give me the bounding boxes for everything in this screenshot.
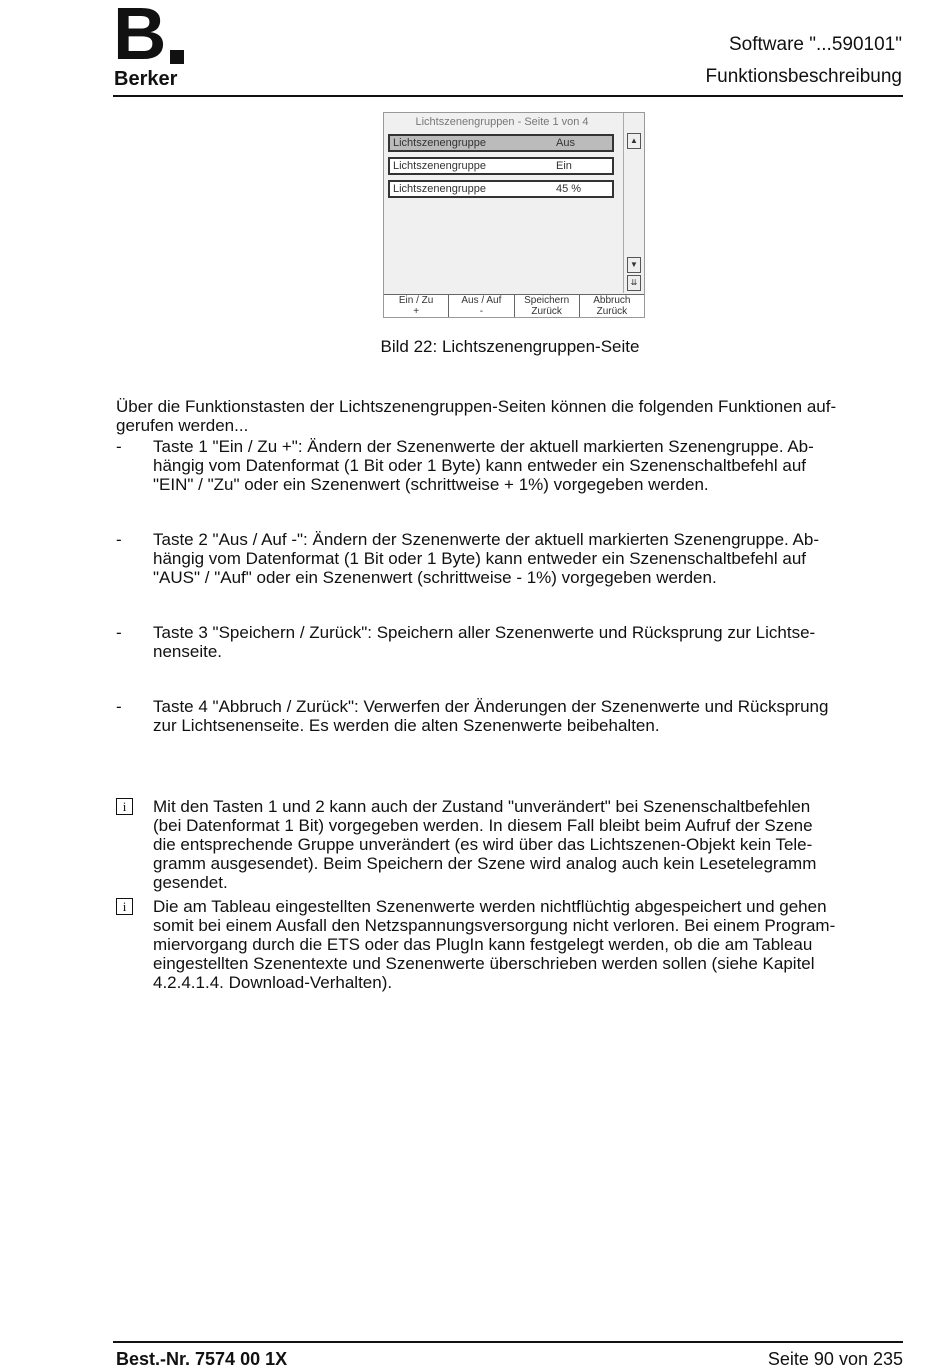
scene-group-row	[388, 134, 614, 152]
key-label: +	[413, 306, 420, 317]
text-line: zur Lichtsenenseite. Es werden die alten Szenenwerte beibehalten.	[153, 716, 660, 735]
figure-screen-title: Lichtszenengruppen - Seite 1 von 4	[415, 116, 589, 128]
figure-caption: Bild 22: Lichtszenengruppen-Seite	[380, 337, 640, 356]
bullet-dash: -	[116, 623, 122, 642]
key-label: Ein / Zu	[398, 295, 434, 306]
header-rule	[113, 95, 903, 97]
section-title: Funktionsbeschreibung	[705, 66, 902, 87]
key-label: Zurück	[596, 306, 628, 317]
text-line: Die am Tableau eingestellten Szenenwerte werden nichtflüchtig abgespeichert und gehen	[153, 897, 827, 916]
bullet-dash: -	[116, 697, 122, 716]
brand-name: Berker	[114, 68, 178, 90]
text-line: gramm ausgesendet). Beim Speichern der Szene wird analog auch kein Lesetelegramm	[153, 854, 817, 873]
row-name: Lichtszenengruppe	[393, 137, 486, 149]
scene-group-row	[388, 180, 614, 198]
text-line: "EIN" / "Zu" oder ein Szenenwert (schrittweise + 1%) vorgegeben werden.	[153, 475, 709, 494]
key-label: Speichern	[524, 295, 570, 306]
row-value: Ein	[556, 160, 572, 172]
bullet-item	[153, 697, 828, 735]
text-line: 4.2.4.1.4. Download-Verhalten).	[153, 973, 393, 992]
info-icon: i	[116, 798, 133, 815]
scene-group-row	[388, 157, 614, 175]
text-line: Mit den Tasten 1 und 2 kann auch der Zustand "unverändert" bei Szenenschaltbefehlen	[153, 797, 811, 816]
text-line: Über die Funktionstasten der Lichtszenengruppen-Seiten können die folgenden Funktionen auf-	[116, 397, 837, 416]
text-line: (bei Datenformat 1 Bit) vorgegeben werden. In diesem Fall bleibt beim Aufruf der Szene	[153, 816, 813, 835]
text-line: gerufen werden...	[116, 416, 249, 435]
scroll-end-icon: ⇊	[627, 275, 641, 291]
row-value: Aus	[556, 137, 575, 149]
row-name: Lichtszenengruppe	[393, 183, 486, 195]
screen-figure	[383, 112, 645, 318]
text-line: somit bei einem Ausfall den Netzspannungsversorgung nicht verloren. Bei einem Program-	[153, 916, 836, 935]
text-line: nenseite.	[153, 642, 222, 661]
text-line: eingestellten Szenentexte und Szenenwerte überschrieben werden sollen (siehe Kapitel	[153, 954, 815, 973]
key-1	[384, 295, 449, 317]
bullet-dash: -	[116, 437, 122, 456]
page-number: Seite 90 von 235	[767, 1349, 903, 1369]
text-line: miervorgang durch die ETS oder das PlugIn kann festgelegt werden, ob die am Tableau	[153, 935, 813, 954]
bullet-dash: -	[116, 530, 122, 549]
logo-letter: B	[113, 0, 165, 75]
scrollbar	[623, 113, 644, 293]
text-line: gesendet.	[153, 873, 228, 892]
text-line: hängig vom Datenformat (1 Bit oder 1 Byte) kann entweder ein Szenenschaltbefehl auf	[153, 549, 806, 568]
row-name: Lichtszenengruppe	[393, 160, 486, 172]
text-line: Taste 1 "Ein / Zu +": Ändern der Szenenwerte der aktuell markierten Szenengruppe. Ab-	[153, 437, 814, 456]
key-label: Zurück	[531, 306, 562, 317]
text-line: Taste 4 "Abbruch / Zurück": Verwerfen der Änderungen der Szenenwerte und Rücksprung	[153, 697, 829, 716]
text-line: "AUS" / "Auf" oder ein Szenenwert (schrittweise - 1%) vorgegeben werden.	[153, 568, 717, 587]
text-line: die entsprechende Gruppe unverändert (es wird über das Lichtszenen-Objekt kein Tele-	[153, 835, 813, 854]
key-label: -	[479, 306, 484, 317]
function-keys	[384, 294, 644, 317]
text-line: hängig vom Datenformat (1 Bit oder 1 Byte) kann entweder ein Szenenschaltbefehl auf	[153, 456, 806, 475]
scroll-up-icon: ▲	[627, 133, 641, 149]
key-3	[515, 295, 580, 317]
row-value: 45 %	[556, 183, 582, 195]
software-label: Software "...590101"	[729, 34, 902, 55]
bullet-item	[153, 623, 815, 661]
logo-dot	[170, 50, 184, 64]
footer-rule	[113, 1341, 903, 1343]
key-2	[449, 295, 514, 317]
bullet-item	[153, 437, 814, 494]
text-line: Taste 3 "Speichern / Zurück": Speichern aller Szenenwerte und Rücksprung zur Lichtse-	[153, 623, 816, 642]
key-4	[580, 295, 644, 317]
info-note	[153, 797, 816, 892]
text-line: Taste 2 "Aus / Auf -": Ändern der Szenenwerte der aktuell markierten Szenengruppe. Ab-	[153, 530, 819, 549]
scroll-down-icon: ▼	[627, 257, 641, 273]
bullet-item	[153, 530, 819, 587]
info-icon: i	[116, 898, 133, 915]
intro-paragraph	[116, 397, 836, 435]
info-note	[153, 897, 835, 992]
key-label: Aus / Auf	[461, 295, 502, 306]
order-number: Best.-Nr. 7574 00 1X	[116, 1349, 288, 1369]
key-label: Abbruch	[593, 295, 631, 306]
